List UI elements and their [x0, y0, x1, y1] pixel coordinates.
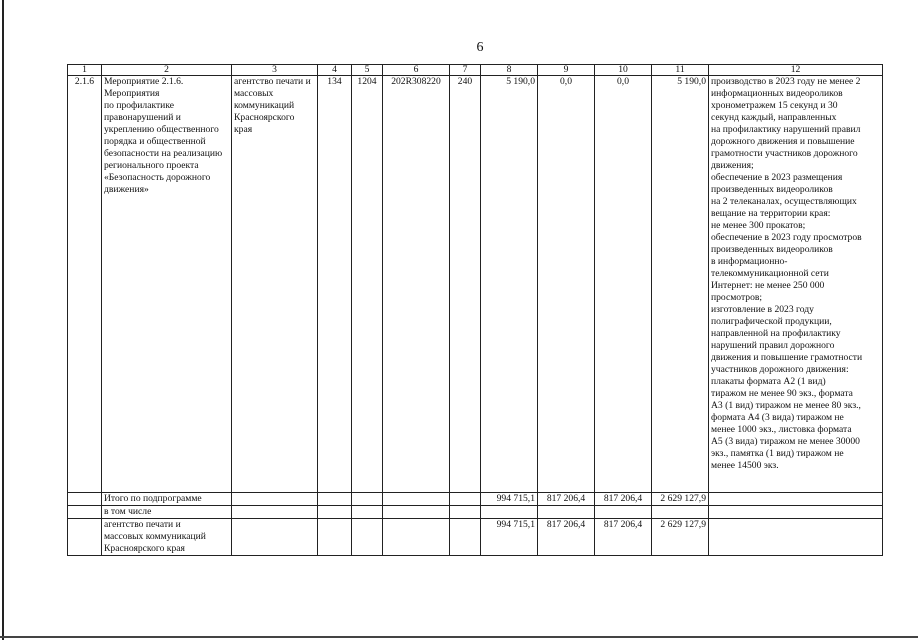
- cell-col7: 240: [450, 76, 481, 493]
- cell-col8: 5 190,0: [481, 76, 538, 493]
- cell-agency-col11: 2 629 127,9: [652, 519, 709, 556]
- table-row-total: [68, 493, 883, 506]
- header-cell: 4: [318, 65, 352, 76]
- header-cell: 1: [68, 65, 102, 76]
- cell-col10: 0,0: [595, 76, 652, 493]
- cell-col11: 5 190,0: [652, 76, 709, 493]
- header-cell: 8: [481, 65, 538, 76]
- cell-col6: 202R308220: [383, 76, 450, 493]
- header-cell: 9: [538, 65, 595, 76]
- header-cell: 3: [232, 65, 318, 76]
- cell-agency-label: агентство печати и массовых коммуникаций Красноярского края: [102, 519, 232, 556]
- cell-agency-col9: 817 206,4: [538, 519, 595, 556]
- cell-total-label: Итого по подпрограмме: [102, 493, 232, 506]
- header-cell: 12: [709, 65, 883, 76]
- header-row: [68, 65, 883, 76]
- cell-agency-col8: 994 715,1: [481, 519, 538, 556]
- header-cell: 10: [595, 65, 652, 76]
- scan-bottom-edge: [0, 636, 918, 638]
- table-row-2-1-6: [68, 76, 883, 493]
- cell-total-col8: 994 715,1: [481, 493, 538, 506]
- cell-agency: агентство печати и массовых коммуникаций Красноярского края: [232, 76, 318, 493]
- table-row-including: [68, 506, 883, 519]
- table-row-agency: [68, 519, 883, 556]
- scan-left-edge: [2, 0, 4, 640]
- cell-activity-name: Мероприятие 2.1.6. Мероприятия по профилактике правонарушений и укреплению общественного порядка и общественной безопасности на реализацию регионального проекта «Безопасность дорожного движения»: [102, 76, 232, 493]
- cell-col9: 0,0: [538, 76, 595, 493]
- cell-total-col9: 817 206,4: [538, 493, 595, 506]
- page-number: 6: [476, 40, 484, 55]
- cell-col5: 1204: [352, 76, 383, 493]
- header-cell: 11: [652, 65, 709, 76]
- cell-description: производство в 2023 году не менее 2 информационных видеороликов хронометражем 15 секунд и 30 секунд каждый, направленных на профилактику нарушений правил дорожного движения и повышение грамотности участников дорожного движения; обеспечение в 2023 размещения произведенных видеороликов на 2 телеканалах, осуществляющих вещание на территории края: не менее 300 прокатов; обеспечение в 2023 году просмотров произведенных видеороликов в информационно- телекоммуникационной сети Интернет: не менее 250 000 просмотров; изготовление в 2023 году полиграфической продукции, направленной на профилактику нарушений правил дорожного движения и повышение грамотности участников дорожного движения: плакаты формата А2 (1 вид) тиражом не менее 90 экз., формата А3 (1 вид) тиражом не менее 80 экз., формата А4 (3 вида) тиражом не менее 1000 экз., листовка формата А5 (3 вида) тиражом не менее 30000 экз., памятка (1 вид) тиражом не менее 14500 экз.: [709, 76, 883, 493]
- program-table: [67, 64, 883, 556]
- cell-total-col11: 2 629 127,9: [652, 493, 709, 506]
- header-cell: 5: [352, 65, 383, 76]
- cell-number: 2.1.6: [68, 76, 102, 493]
- cell-col4: 134: [318, 76, 352, 493]
- cell-agency-col10: 817 206,4: [595, 519, 652, 556]
- cell-total-col10: 817 206,4: [595, 493, 652, 506]
- header-cell: 2: [102, 65, 232, 76]
- header-cell: 7: [450, 65, 481, 76]
- cell-including-label: в том числе: [102, 506, 232, 519]
- header-cell: 6: [383, 65, 450, 76]
